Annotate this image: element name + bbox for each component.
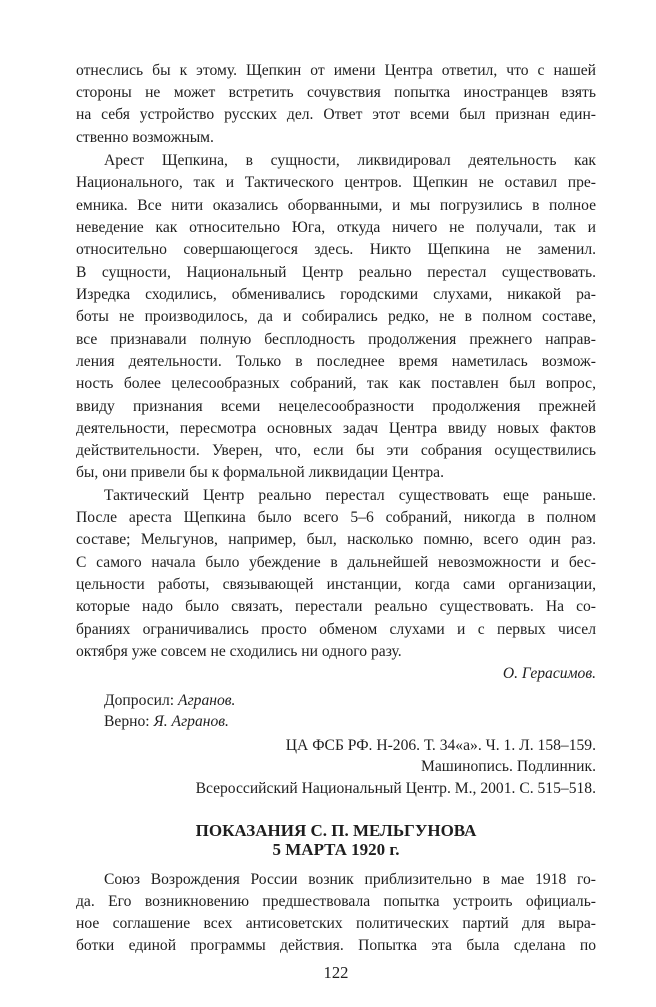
text-line: бы, они привели бы к формальной ликвидации Центра. (76, 464, 444, 481)
source-archive: ЦА ФСБ РФ. Н-206. Т. 34«а». Ч. 1. Л. 158–159. (285, 737, 596, 754)
text-line: ственно возможным. (76, 129, 214, 146)
text-line: действительности. Уверен, что, если бы эти собрания осуществились (76, 442, 596, 459)
source-type: Машинопись. Подлинник. (421, 758, 596, 775)
section-date: 5 МАРТА 1920 г. (272, 840, 400, 859)
text-line: боты не производилось, да и собирались редко, не в полном составе, (76, 308, 596, 325)
questioned-label: Допросил: (104, 692, 179, 709)
text-line: Изредка сходились, обменивались городскими слухами, никакой ра- (76, 286, 596, 303)
text-line: браниях ограничивались просто обменом слухами и с первых чисел (76, 621, 596, 638)
text-line: цельности работы, связывающей инстанции, когда сами организации, (76, 576, 596, 593)
text-line: все признавали полную бесплодность продолжения прежнего направ- (76, 331, 596, 348)
text-line: После ареста Щепкина было всего 5–6 собраний, никогда в полном (76, 509, 596, 526)
questioned-by (104, 690, 596, 713)
text-line: Союз Возрождения России возник приблизительно в мае 1918 го- (104, 871, 596, 888)
verified-by (104, 711, 596, 734)
source-publication: Всероссийский Национальный Центр. М., 2001. С. 515–518. (195, 780, 596, 797)
text-line: октября уже совсем не сходились ни одного разу. (76, 643, 402, 660)
text-line: Тактический Центр реально перестал существовать еще раньше. (104, 487, 596, 504)
text-line: ввиду признания всеми нецелесообразности продолжения прежней (76, 398, 596, 415)
section-title: ПОКАЗАНИЯ С. П. МЕЛЬГУНОВА (195, 821, 477, 840)
text-line: стороны не может встретить сочувствия попытка иностранцев взять (76, 84, 596, 101)
text-line: емника. Все нити оказались оборванными, и мы погрузились в полное (76, 197, 596, 214)
text-line: Национального, так и Тактического центров. Щепкин не оставил пре- (76, 174, 596, 191)
verified-label: Верно: (104, 713, 154, 730)
text-line: ность более целесообразных собраний, так как поставлен был вопрос, (76, 375, 596, 392)
text-line: на себя устройство русских дел. Ответ этот всеми был признан един- (76, 106, 596, 123)
text-line: В сущности, Национальный Центр реально перестал существовать. (76, 264, 596, 281)
text-line: которые надо было связать, перестали реально существовать. На со- (76, 598, 596, 615)
questioned-name: Агранов. (178, 692, 236, 709)
text-line: отнеслись бы к этому. Щепкин от имени Центра ответил, что с нашей (76, 62, 596, 79)
text-line: ления деятельности. Только в последнее время наметилась возмож- (76, 353, 596, 370)
text-line: составе; Мельгунов, например, был, насколько помню, всего один раз. (76, 531, 596, 548)
text-line: Арест Щепкина, в сущности, ликвидировал деятельность как (104, 152, 596, 169)
verified-name: Я. Агранов. (153, 713, 229, 730)
text-line: деятельности, пересмотра основных задач Центра ввиду новых фактов (76, 420, 596, 437)
signature: О. Герасимов. (502, 665, 596, 682)
text-line: ное соглашение всех антисоветских политических партий для выра- (76, 915, 596, 932)
text-line: С самого начала было убеждение в дальнейшей невозможности и бес- (76, 554, 596, 571)
text-line: ботки единой программы действия. Попытка эта была сделана по (76, 937, 596, 954)
page-number: 122 (323, 963, 349, 982)
text-line: относительно совершающегося здесь. Никто Щепкина не заменил. (76, 241, 596, 258)
text-line: неведение как относительно Юга, откуда ничего не получали, так и (76, 219, 596, 236)
text-line: да. Его возникновению предшествовала попытка устроить официаль- (76, 893, 596, 910)
